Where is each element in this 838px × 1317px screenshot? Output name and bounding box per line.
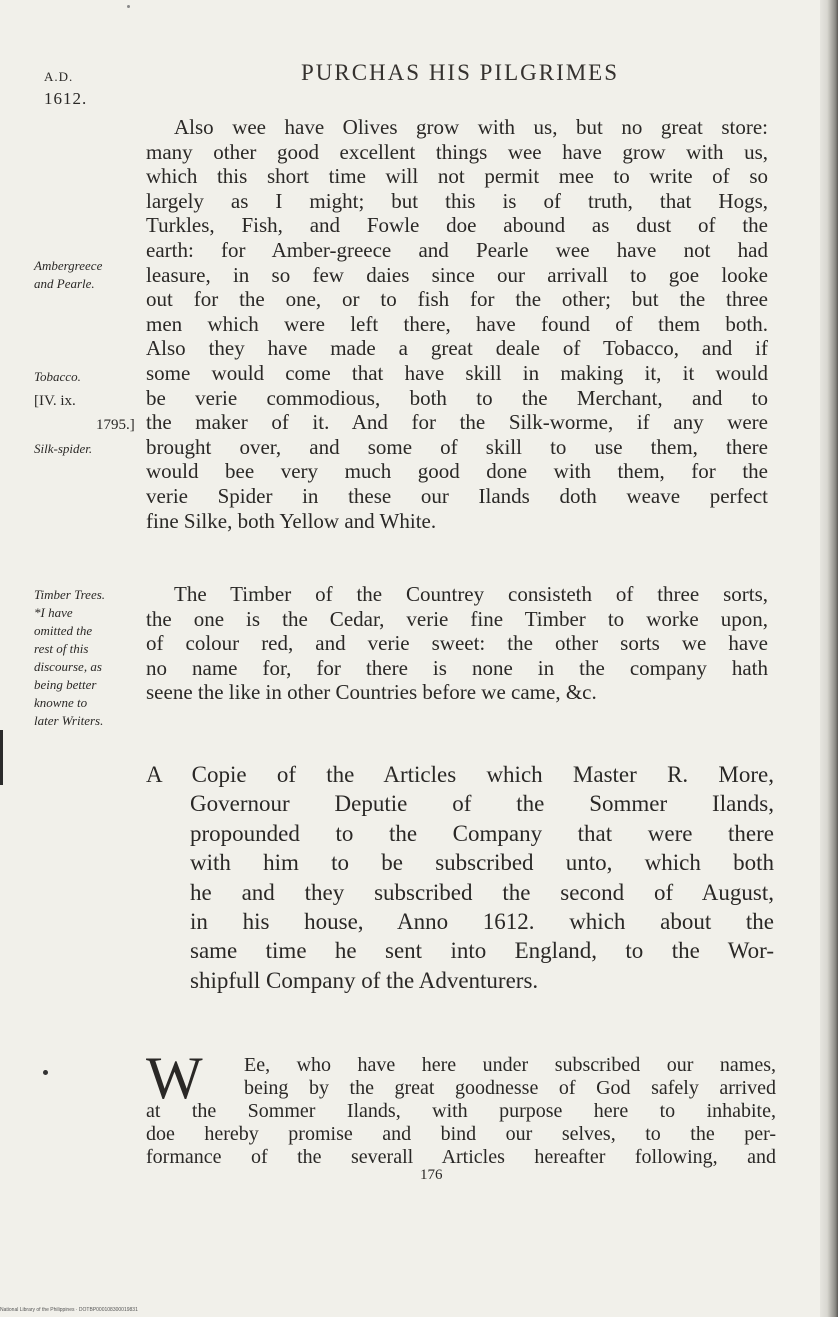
margin-text: later Writers. <box>34 713 104 728</box>
year-ad: A.D. <box>44 69 74 84</box>
text-line: the one is the Cedar, verie fine Timber to worke upon, <box>146 606 768 631</box>
margin-note-ambergreece <box>34 257 102 293</box>
heading-line: A Copie of the Articles which Master R. More, <box>146 762 774 787</box>
binding-mark <box>0 730 3 785</box>
margin-text: being better <box>34 677 97 692</box>
margin-ref-volume: [IV. ix. <box>34 393 76 409</box>
text-line: Ee, who have here under subscribed our names, <box>244 1054 776 1076</box>
text-line: verie Spider in these our Ilands doth weave perfect <box>146 483 768 508</box>
text-line: formance of the severall Articles hereafter following, and <box>146 1146 776 1168</box>
heading-line: he and they subscribed the second of August, <box>190 879 774 905</box>
text-line: being by the great goodnesse of God safely arrived <box>244 1077 776 1099</box>
text-line: the maker of it. And for the Silk-worme, if any were <box>146 410 768 435</box>
heading-line: in his house, Anno 1612. which about the <box>190 909 774 935</box>
text-line: largely as I might; but this is of truth, that Hogs, <box>146 188 768 213</box>
year-value: 1612. <box>44 89 88 108</box>
text-line: brought over, and some of skill to use them, there <box>146 434 768 459</box>
heading-line: propounded to the Company that were there <box>190 820 774 846</box>
text-line: fine Silke, both Yellow and White. <box>146 508 437 533</box>
text-line: The Timber of the Countrey consisteth of three sorts, <box>174 582 768 606</box>
drop-cap: W <box>146 1045 203 1111</box>
running-title: PURCHAS HIS PILGRIMES <box>300 60 620 85</box>
text-line: would bee very much good done with them, for the <box>146 459 768 484</box>
ink-dot <box>43 1070 48 1075</box>
margin-text: Ambergreece <box>34 258 103 273</box>
margin-text: and Pearle. <box>34 276 95 291</box>
margin-note-silk: Silk-spider. <box>34 441 93 456</box>
text-line: of colour red, and verie sweet: the other sorts we have <box>146 631 768 656</box>
text-line: no name for, for there is none in the company hath <box>146 655 768 680</box>
paragraph-2 <box>146 582 768 705</box>
heading-line: same time he sent into England, to the Wor- <box>190 938 774 964</box>
text-line: men which were left there, have found of them both. <box>146 311 768 336</box>
text-line: leasure, in so few daies since our arrivall to goe looke <box>146 262 768 287</box>
margin-text: *I have <box>34 605 73 620</box>
text-line: earth: for Amber-greece and Pearle wee have not had <box>146 237 768 262</box>
text-line: at the Sommer Ilands, with purpose here to inhabite, <box>146 1100 776 1122</box>
text-line: some would come that have skill in making it, it would <box>146 360 768 385</box>
year-marker <box>44 66 87 110</box>
margin-ref-page: 1795.] <box>96 417 135 433</box>
heading-line: with him to be subscribed unto, which both <box>190 850 774 876</box>
heading-line: shipfull Company of the Adventurers. <box>190 967 539 993</box>
margin-text: discourse, as <box>34 659 102 674</box>
text-line: doe hereby promise and bind our selves, to the per- <box>146 1123 776 1145</box>
margin-text: rest of this <box>34 641 89 656</box>
text-line: out for the one, or to fish for the other; but the three <box>146 287 768 312</box>
articles-paragraph <box>146 1045 776 1169</box>
text-line: Also they have made a great deale of Tobacco, and if <box>146 336 768 361</box>
heading-line: Governour Deputie of the Sommer Ilands, <box>190 791 774 817</box>
text-line: which this short time will not permit mee to write of so <box>146 164 768 189</box>
margin-note-timber <box>34 586 105 730</box>
text-line: Turkles, Fish, and Fowle doe abound as dust of the <box>146 213 768 238</box>
page-speck <box>127 5 130 8</box>
margin-text: knowne to <box>34 695 88 710</box>
margin-text: omitted the <box>34 623 93 638</box>
section-heading <box>146 760 774 995</box>
margin-text: Timber Trees. <box>34 587 106 602</box>
text-line: seene the like in other Countries before we came, &c. <box>146 680 597 705</box>
scan-footer: National Library of the Philippines · DOTBP000108300019831 <box>0 1307 138 1313</box>
margin-note-tobacco: Tobacco. <box>34 369 81 384</box>
text-line: Also wee have Olives grow with us, but no great store: <box>174 115 768 139</box>
paragraph-1 <box>146 115 768 533</box>
text-line: many other good excellent things wee have grow with us, <box>146 139 768 164</box>
text-line: be verie commodious, both to the Merchant, and to <box>146 385 768 410</box>
page-number: 176 <box>420 1167 443 1183</box>
page-edge <box>820 0 838 1317</box>
